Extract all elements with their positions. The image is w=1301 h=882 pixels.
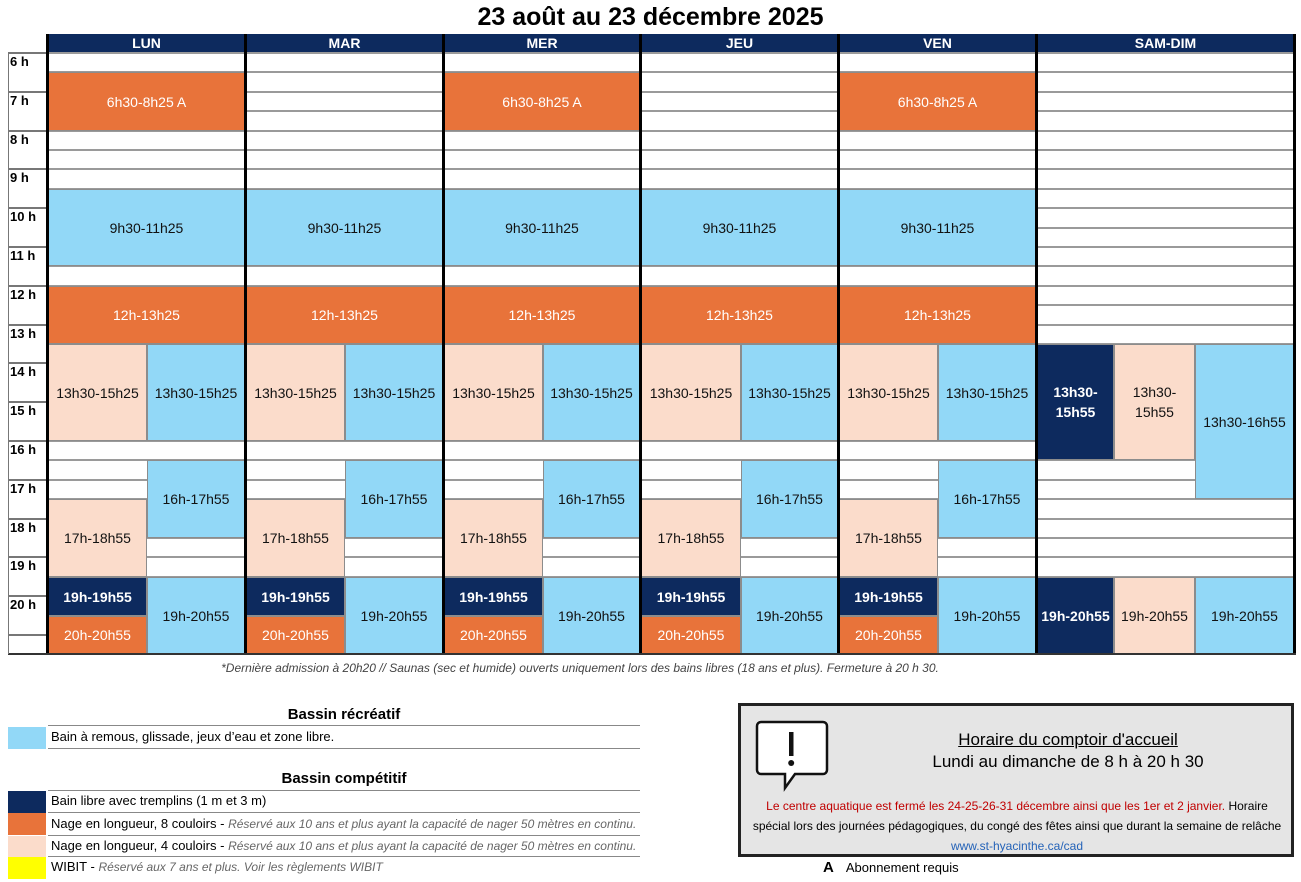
block-evening-navy: 19h-19h55 xyxy=(641,577,741,616)
block-late-afternoon: 16h-17h55 xyxy=(938,460,1036,538)
block-late-afternoon: 16h-17h55 xyxy=(345,460,443,538)
block-evening-orange: 20h-20h55 xyxy=(246,616,345,654)
legend-swatch-orange xyxy=(8,813,46,835)
block-late-morning: 9h30-11h25 xyxy=(246,189,443,266)
block-late-afternoon: 16h-17h55 xyxy=(147,460,245,538)
block-evening-blue: 19h-20h55 xyxy=(938,577,1036,654)
day-header-1: MAR xyxy=(246,34,443,52)
block-noon: 12h-13h25 xyxy=(246,286,443,344)
column-divider xyxy=(442,34,445,654)
row-line xyxy=(48,168,1294,170)
legend-item-8-couloirs: Nage en longueur, 8 couloirs - Réservé aux 10 ans et plus ayant la capacité de nager 50 mètres en continu. xyxy=(51,816,637,831)
legend-competitif-title: Bassin compétitif xyxy=(281,770,407,787)
hour-label: 16 h xyxy=(10,442,37,457)
block-morning: 6h30-8h25 A xyxy=(444,72,640,131)
hour-label: 12 h xyxy=(10,287,37,302)
hour-tick xyxy=(8,91,48,93)
hour-label: 13 h xyxy=(10,326,37,341)
hour-label: 9 h xyxy=(10,170,29,185)
row-line xyxy=(48,52,1294,54)
hour-label: 14 h xyxy=(10,364,37,379)
info-title: Horaire du comptoir d'accueil xyxy=(958,730,1178,749)
hour-label: 20 h xyxy=(10,597,37,612)
hour-tick xyxy=(8,440,48,442)
legend-divider xyxy=(48,725,640,726)
hour-label: 19 h xyxy=(10,558,37,573)
legend-swatch-blue xyxy=(8,727,46,749)
block-weekend-evening-peach: 19h-20h55 xyxy=(1114,577,1195,654)
exclamation-bubble-icon xyxy=(755,718,829,792)
hour-tick xyxy=(8,130,48,132)
column-divider xyxy=(1293,34,1296,654)
column-divider xyxy=(244,34,247,654)
block-late-morning: 9h30-11h25 xyxy=(641,189,838,266)
day-header-0: LUN xyxy=(48,34,245,52)
block-evening-blue: 19h-20h55 xyxy=(741,577,838,654)
legend-recreatif-item: Bain à remous, glissade, jeux d’eau et zone libre. xyxy=(51,729,335,744)
hour-tick xyxy=(8,324,48,326)
hour-label: 11 h xyxy=(10,248,36,263)
grid-bottom xyxy=(8,653,1296,655)
block-afternoon-right: 13h30-15h25 xyxy=(938,344,1036,441)
block-afternoon-right: 13h30-15h25 xyxy=(345,344,443,441)
legend-divider xyxy=(48,748,640,749)
day-header-3: JEU xyxy=(641,34,838,52)
block-afternoon-right: 13h30-15h25 xyxy=(147,344,245,441)
block-weekend-evening-navy: 19h-20h55 xyxy=(1037,577,1114,654)
block-afternoon-left: 13h30-15h25 xyxy=(839,344,938,441)
hour-tick xyxy=(8,401,48,403)
block-evening-navy: 19h-19h55 xyxy=(839,577,938,616)
block-late-afternoon: 16h-17h55 xyxy=(543,460,640,538)
block-evening-navy: 19h-19h55 xyxy=(246,577,345,616)
legend-item-wibit: WIBIT - Réservé aux 7 ans et plus. Voir les règlements WIBIT xyxy=(51,859,383,874)
block-noon: 12h-13h25 xyxy=(641,286,838,344)
block-evening-orange: 20h-20h55 xyxy=(641,616,741,654)
block-noon: 12h-13h25 xyxy=(839,286,1036,344)
block-noon: 12h-13h25 xyxy=(444,286,640,344)
block-noon: 12h-13h25 xyxy=(48,286,245,344)
info-link[interactable]: www.st-hyacinthe.ca/cad xyxy=(950,839,1084,853)
hour-tick xyxy=(8,518,48,520)
block-afternoon-right: 13h30-15h25 xyxy=(543,344,640,441)
info-paragraph: Le centre aquatique est fermé les 24-25-26-31 décembre ainsi que les 1er et 2 janvier. Horaire spécial lors des journées pédagogiques, du congé des fêtes ainsi que durant la semaine de relâche www.st-hyacinthe.ca/cad xyxy=(752,799,1282,853)
block-evening-orange: 20h-20h55 xyxy=(48,616,147,654)
hour-tick xyxy=(8,52,48,54)
page-title: 23 août au 23 décembre 2025 xyxy=(477,3,824,31)
legend-divider xyxy=(48,812,640,813)
block-evening-peach: 17h-18h55 xyxy=(48,499,147,577)
info-box xyxy=(738,703,1294,857)
block-afternoon-left: 13h30-15h25 xyxy=(246,344,345,441)
row-line xyxy=(48,149,1294,151)
block-weekend-evening-blue: 19h-20h55 xyxy=(1195,577,1294,654)
block-evening-navy: 19h-19h55 xyxy=(444,577,543,616)
abonnement-symbol: A xyxy=(823,859,834,876)
day-header-5: SAM-DIM xyxy=(1037,34,1294,52)
block-morning: 6h30-8h25 A xyxy=(48,72,245,131)
hour-tick xyxy=(8,362,48,364)
block-weekend-afternoon-peach: 13h30-15h55 xyxy=(1114,344,1195,460)
block-weekend-afternoon-navy: 13h30-15h55 xyxy=(1037,344,1114,460)
block-late-afternoon: 16h-17h55 xyxy=(741,460,838,538)
legend-item-bain-libre: Bain libre avec tremplins (1 m et 3 m) xyxy=(51,793,267,808)
legend-item-4-couloirs: Nage en longueur, 4 couloirs - Réservé aux 10 ans et plus ayant la capacité de nager 50 mètres en continu. xyxy=(51,838,637,853)
abonnement-note: A Abonnement requis xyxy=(823,859,959,876)
info-hours: Lundi au dimanche de 8 h à 20 h 30 xyxy=(932,752,1204,771)
day-header-4: VEN xyxy=(839,34,1036,52)
block-late-morning: 9h30-11h25 xyxy=(839,189,1036,266)
closure-notice: Le centre aquatique est fermé les 24-25-26-31 décembre ainsi que les 1er et 2 janvier. xyxy=(766,799,1226,813)
block-evening-peach: 17h-18h55 xyxy=(246,499,345,577)
block-morning: 6h30-8h25 A xyxy=(839,72,1036,131)
column-divider xyxy=(46,34,49,654)
column-divider xyxy=(639,34,642,654)
block-afternoon-right: 13h30-15h25 xyxy=(741,344,838,441)
hour-tick xyxy=(8,207,48,209)
hour-tick xyxy=(8,168,48,170)
hour-label: 17 h xyxy=(10,481,37,496)
block-late-morning: 9h30-11h25 xyxy=(48,189,245,266)
block-evening-blue: 19h-20h55 xyxy=(345,577,443,654)
legend-swatch-yellow xyxy=(8,857,46,879)
footnote: *Dernière admission à 20h20 // Saunas (sec et humide) ouverts uniquement lors des bains libres (18 ans et plus). Fermeture à 20 h 30. xyxy=(221,661,939,675)
hour-label: 10 h xyxy=(10,209,37,224)
hour-tick xyxy=(8,285,48,287)
hour-tick xyxy=(8,595,48,597)
legend-swatch-peach xyxy=(8,836,46,858)
block-evening-blue: 19h-20h55 xyxy=(147,577,245,654)
block-evening-blue: 19h-20h55 xyxy=(543,577,640,654)
block-afternoon-left: 13h30-15h25 xyxy=(48,344,147,441)
block-evening-peach: 17h-18h55 xyxy=(641,499,741,577)
block-evening-peach: 17h-18h55 xyxy=(444,499,543,577)
block-weekend-afternoon-blue: 13h30-16h55 xyxy=(1195,344,1294,499)
block-evening-orange: 20h-20h55 xyxy=(839,616,938,654)
hour-label: 7 h xyxy=(10,93,29,108)
block-late-morning: 9h30-11h25 xyxy=(444,189,640,266)
hour-label: 18 h xyxy=(10,520,37,535)
day-header-2: MER xyxy=(444,34,640,52)
block-evening-peach: 17h-18h55 xyxy=(839,499,938,577)
block-afternoon-left: 13h30-15h25 xyxy=(641,344,741,441)
hour-tick xyxy=(8,556,48,558)
hour-label: 6 h xyxy=(10,54,29,69)
hour-tick xyxy=(8,479,48,481)
column-divider xyxy=(1035,34,1038,654)
hour-tick xyxy=(8,634,48,636)
legend-recreatif-title: Bassin récréatif xyxy=(287,706,401,723)
legend-swatch-navy xyxy=(8,791,46,813)
hour-label: 8 h xyxy=(10,132,29,147)
block-evening-navy: 19h-19h55 xyxy=(48,577,147,616)
column-divider xyxy=(837,34,840,654)
block-evening-orange: 20h-20h55 xyxy=(444,616,543,654)
hour-tick xyxy=(8,246,48,248)
block-afternoon-left: 13h30-15h25 xyxy=(444,344,543,441)
grid-left-edge xyxy=(8,52,9,654)
hour-label: 15 h xyxy=(10,403,37,418)
